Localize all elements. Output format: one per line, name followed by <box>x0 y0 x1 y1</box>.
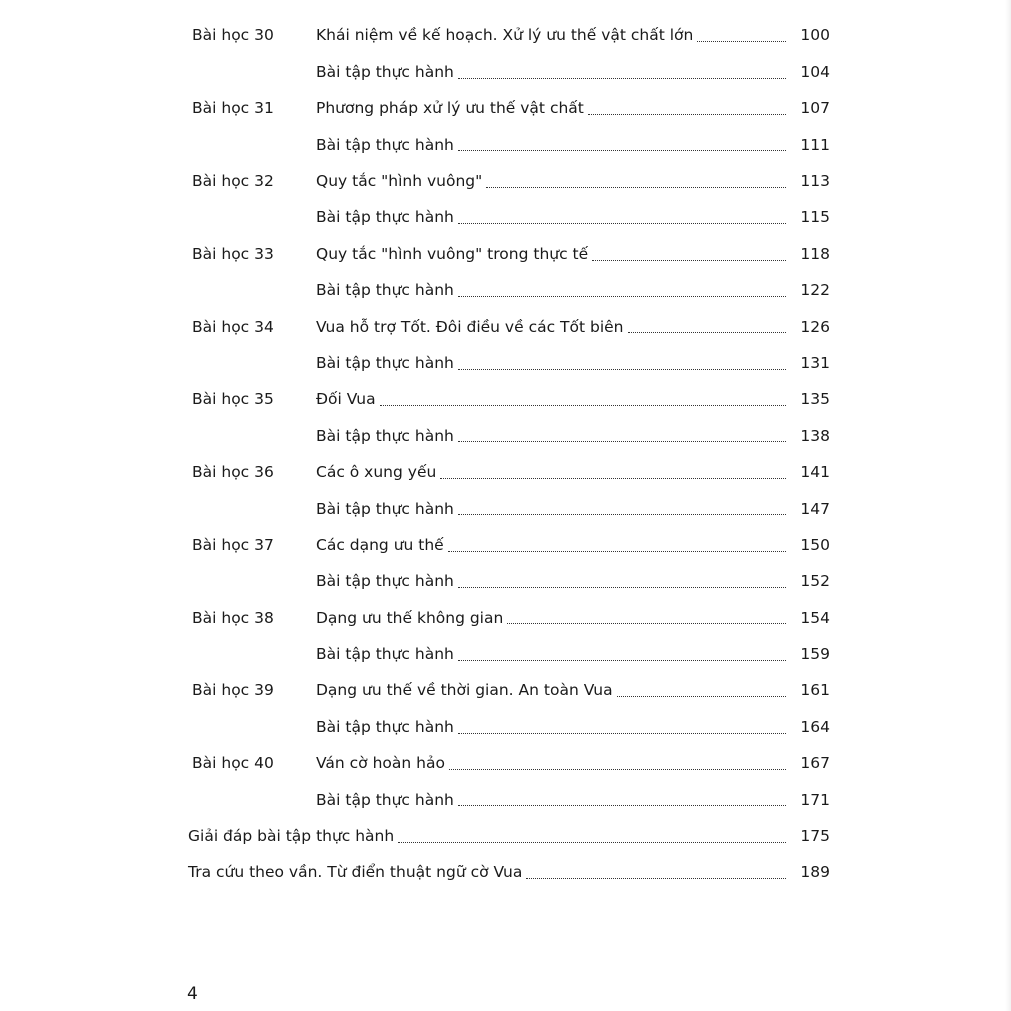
entry-title: Đối Vua <box>316 390 376 409</box>
entry-page-number: 122 <box>800 281 830 300</box>
dot-leader <box>458 804 786 806</box>
toc-entry <box>316 455 830 491</box>
entry-page-number: 164 <box>800 717 830 736</box>
toc-entry <box>316 91 830 127</box>
toc-entry <box>316 709 830 745</box>
toc-row <box>188 164 830 200</box>
toc-row <box>188 236 830 272</box>
lesson-label: Bài học 39 <box>192 681 274 700</box>
toc-row <box>188 637 830 673</box>
toc-entry <box>316 600 830 636</box>
dot-leader <box>526 877 786 879</box>
entry-title: Tra cứu theo vần. Từ điển thuật ngữ cờ Vua <box>188 863 523 882</box>
toc-row <box>188 673 830 709</box>
entry-title: Quy tắc "hình vuông" trong thực tế <box>316 244 589 263</box>
toc-entry <box>316 309 830 345</box>
dot-leader <box>458 513 786 515</box>
toc-entry <box>316 236 830 272</box>
page-edge-shadow <box>1005 0 1011 1011</box>
entry-title: Bài tập thực hành <box>316 717 454 736</box>
entry-title: Bài tập thực hành <box>316 208 454 227</box>
toc-entry <box>316 746 830 782</box>
toc-entry <box>316 382 830 418</box>
lesson-label: Bài học 30 <box>192 26 274 45</box>
entry-title: Bài tập thực hành <box>316 281 454 300</box>
entry-page-number: 126 <box>800 317 830 336</box>
toc-row <box>188 273 830 309</box>
toc-row <box>188 855 830 891</box>
entry-title: Phương pháp xử lý ưu thế vật chất <box>316 99 584 118</box>
dot-leader <box>458 586 786 588</box>
toc-entry <box>316 200 830 236</box>
lesson-label: Bài học 35 <box>192 390 274 409</box>
toc-row <box>188 564 830 600</box>
dot-leader <box>458 77 786 79</box>
toc-entry <box>316 637 830 673</box>
entry-title: Các dạng ưu thế <box>316 535 444 554</box>
entry-page-number: 159 <box>800 645 830 664</box>
dot-leader <box>380 404 786 406</box>
entry-title: Bài tập thực hành <box>316 499 454 518</box>
entry-page-number: 100 <box>800 26 830 45</box>
lesson-label: Bài học 33 <box>192 244 274 263</box>
entry-title: Bài tập thực hành <box>316 353 454 372</box>
entry-page-number: 175 <box>800 827 830 846</box>
page-number: 4 <box>187 984 198 1004</box>
toc-entry <box>316 346 830 382</box>
entry-page-number: 161 <box>800 681 830 700</box>
dot-leader <box>448 550 786 552</box>
lesson-label: Bài học 38 <box>192 608 274 627</box>
entry-page-number: 141 <box>800 463 830 482</box>
dot-leader <box>486 186 786 188</box>
entry-page-number: 138 <box>800 426 830 445</box>
entry-title: Quy tắc "hình vuông" <box>316 172 483 190</box>
toc-entry <box>316 527 830 563</box>
toc-appendix-entry <box>188 855 830 891</box>
entry-title: Giải đáp bài tập thực hành <box>188 827 395 846</box>
lesson-label: Bài học 34 <box>192 317 274 336</box>
dot-leader <box>507 622 786 624</box>
entry-page-number: 113 <box>800 172 830 190</box>
entry-page-number: 104 <box>800 62 830 81</box>
dot-leader <box>592 259 786 261</box>
entry-title: Bài tập thực hành <box>316 645 454 664</box>
toc-row <box>188 18 830 54</box>
entry-page-number: 107 <box>800 99 830 118</box>
entry-title: Bài tập thực hành <box>316 62 454 81</box>
lesson-label: Bài học 36 <box>192 463 274 482</box>
dot-leader <box>449 768 786 770</box>
toc-row <box>188 127 830 163</box>
entry-page-number: 171 <box>800 790 830 809</box>
entry-page-number: 135 <box>800 390 830 409</box>
toc-row <box>188 382 830 418</box>
toc-entry <box>316 418 830 454</box>
table-of-contents <box>188 18 830 891</box>
toc-appendix-entry <box>188 819 830 855</box>
entry-page-number: 150 <box>800 535 830 554</box>
toc-row <box>188 600 830 636</box>
dot-leader <box>628 331 786 333</box>
lesson-label: Bài học 37 <box>192 535 274 554</box>
toc-row <box>188 527 830 563</box>
toc-row <box>188 819 830 855</box>
toc-row <box>188 491 830 527</box>
toc-entry <box>316 273 830 309</box>
toc-entry <box>316 491 830 527</box>
toc-row <box>188 309 830 345</box>
dot-leader <box>458 149 786 151</box>
dot-leader <box>697 40 786 42</box>
toc-row <box>188 455 830 491</box>
entry-page-number: 152 <box>800 572 830 591</box>
toc-entry <box>316 564 830 600</box>
lesson-label: Bài học 32 <box>192 172 274 190</box>
dot-leader <box>458 368 786 370</box>
dot-leader <box>398 841 786 843</box>
toc-entry <box>316 782 830 818</box>
entry-title: Vua hỗ trợ Tốt. Đôi điều về các Tốt biên <box>316 317 624 336</box>
lesson-label: Bài học 31 <box>192 99 274 118</box>
entry-page-number: 118 <box>800 244 830 263</box>
entry-title: Bài tập thực hành <box>316 135 454 154</box>
toc-entry <box>316 54 830 90</box>
dot-leader <box>440 477 786 479</box>
lesson-label: Bài học 40 <box>192 754 274 773</box>
entry-page-number: 154 <box>800 608 830 627</box>
toc-row <box>188 782 830 818</box>
dot-leader <box>458 659 786 661</box>
toc-row <box>188 418 830 454</box>
entry-title: Dạng ưu thế về thời gian. An toàn Vua <box>316 681 613 700</box>
entry-page-number: 147 <box>800 499 830 518</box>
entry-title: Khái niệm về kế hoạch. Xử lý ưu thế vật chất lớn <box>316 26 694 45</box>
dot-leader <box>617 695 786 697</box>
toc-row <box>188 54 830 90</box>
toc-row <box>188 200 830 236</box>
entry-page-number: 115 <box>800 208 830 227</box>
toc-row <box>188 709 830 745</box>
dot-leader <box>458 440 786 442</box>
entry-title: Ván cờ hoàn hảo <box>316 754 445 773</box>
dot-leader <box>458 222 786 224</box>
dot-leader <box>458 295 786 297</box>
toc-entry <box>316 164 830 200</box>
toc-row <box>188 91 830 127</box>
entry-title: Dạng ưu thế không gian <box>316 608 504 627</box>
toc-entry <box>316 127 830 163</box>
dot-leader <box>458 732 786 734</box>
toc-row <box>188 346 830 382</box>
entry-title: Bài tập thực hành <box>316 426 454 445</box>
entry-title: Các ô xung yếu <box>316 463 437 482</box>
entry-page-number: 167 <box>800 754 830 773</box>
toc-row <box>188 746 830 782</box>
toc-entry <box>316 673 830 709</box>
entry-page-number: 111 <box>800 135 830 154</box>
entry-page-number: 189 <box>800 863 830 882</box>
entry-page-number: 131 <box>800 353 830 372</box>
entry-title: Bài tập thực hành <box>316 572 454 591</box>
dot-leader <box>588 113 786 115</box>
entry-title: Bài tập thực hành <box>316 790 454 809</box>
toc-entry <box>316 18 830 54</box>
